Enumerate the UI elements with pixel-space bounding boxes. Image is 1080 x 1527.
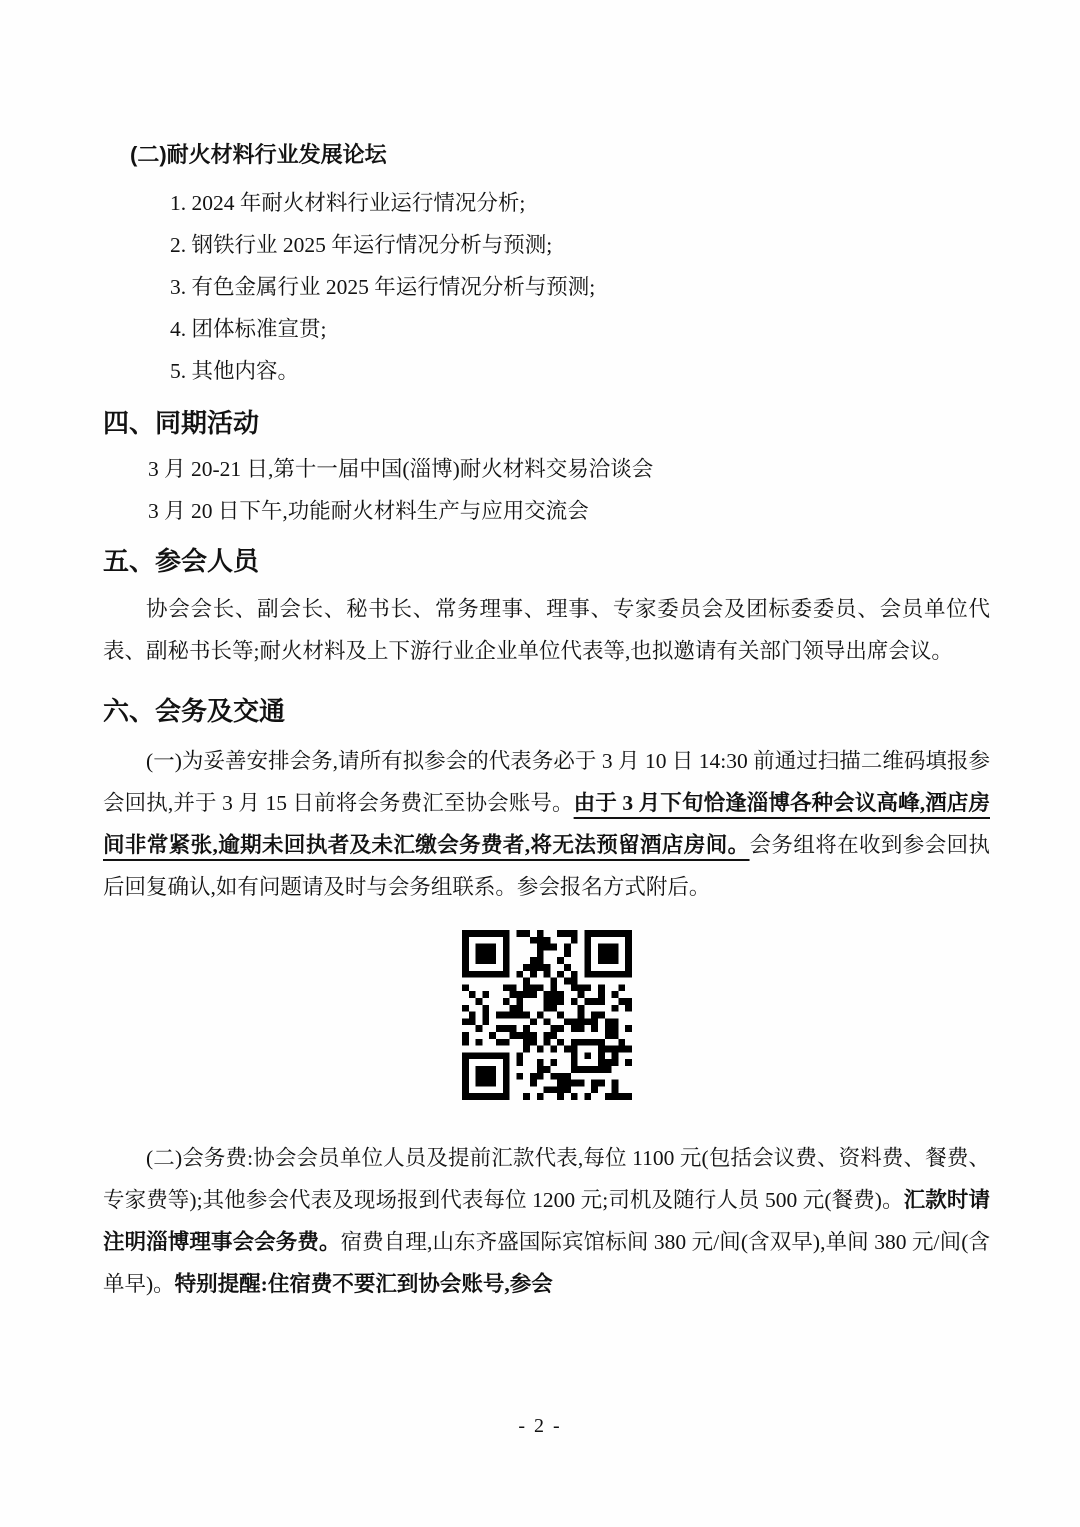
attendees-paragraph: 协会会长、副会长、秘书长、常务理事、理事、专家委员会及团标委委员、会员单位代表、副秘书长等;耐火材料及上下游行业企业单位代表等,也拟邀请有关部门领导出席会议。 bbox=[103, 597, 990, 663]
list-item: 3. 有色金属行业 2025 年运行情况分析与预测; bbox=[170, 275, 596, 299]
list-item: 2. 钢铁行业 2025 年运行情况分析与预测; bbox=[170, 233, 553, 257]
activity-line: 3 月 20 日下午,功能耐火材料生产与应用交流会 bbox=[148, 499, 589, 523]
registration-warning-text: 由于 3 月下旬恰逢淄博各种会议高峰,酒店房间非常紧张,逾期未回执者及未汇缴会务费者,将无法预留酒店房间。 bbox=[103, 790, 990, 857]
qr-code-container bbox=[103, 930, 990, 1105]
section-heading-attendees: 五、参会人员 bbox=[103, 546, 260, 576]
reminder-text: 特别提醒:住宿费不要汇到协会账号,参会 bbox=[174, 1271, 553, 1296]
list-item: 1. 2024 年耐火材料行业运行情况分析; bbox=[170, 191, 526, 215]
list-item: 4. 团体标准宣贯; bbox=[170, 317, 327, 341]
forum-agenda-list bbox=[170, 182, 990, 392]
list-item: 5. 其他内容。 bbox=[170, 359, 300, 383]
forum-heading: (二)耐火材料行业发展论坛 bbox=[130, 142, 387, 167]
registration-paragraph bbox=[103, 740, 990, 908]
registration-qr-code-image bbox=[462, 930, 632, 1100]
fee-lead-text: (二)会务费:协会会员单位人员及提前汇款代表,每位 1100 元(包括会议费、资料费、餐费、专家费等);其他参会代表及现场报到代表每位 1200 元;司机及随行人员 500 元(餐费)。 bbox=[103, 1145, 990, 1212]
activity-line: 3 月 20-21 日,第十一届中国(淄博)耐火材料交易洽谈会 bbox=[148, 457, 654, 481]
hotel-text: 宿费自理,山东齐盛国际宾馆标间 380 元/间(含双早),单间 380 元/间(含单早)。 bbox=[103, 1229, 990, 1296]
fee-paragraph bbox=[103, 1137, 990, 1305]
registration-tail-text: 会务组将在收到参会回执后回复确认,如有问题请及时与会务组联系。参会报名方式附后。 bbox=[103, 832, 990, 899]
remit-note-text: 汇款时请注明淄博理事会会务费。 bbox=[103, 1187, 990, 1254]
section-heading-activities: 四、同期活动 bbox=[103, 408, 260, 438]
activities-lines bbox=[103, 448, 990, 532]
page-number: - 2 - bbox=[518, 1415, 562, 1437]
registration-lead-text: (一)为妥善安排会务,请所有拟参会的代表务必于 3 月 10 日 14:30 前通过扫描二维码填报参会回执,并于 3 月 15 日前将会务费汇至协会账号。 bbox=[103, 748, 990, 815]
section-heading-logistics: 六、会务及交通 bbox=[103, 695, 286, 726]
